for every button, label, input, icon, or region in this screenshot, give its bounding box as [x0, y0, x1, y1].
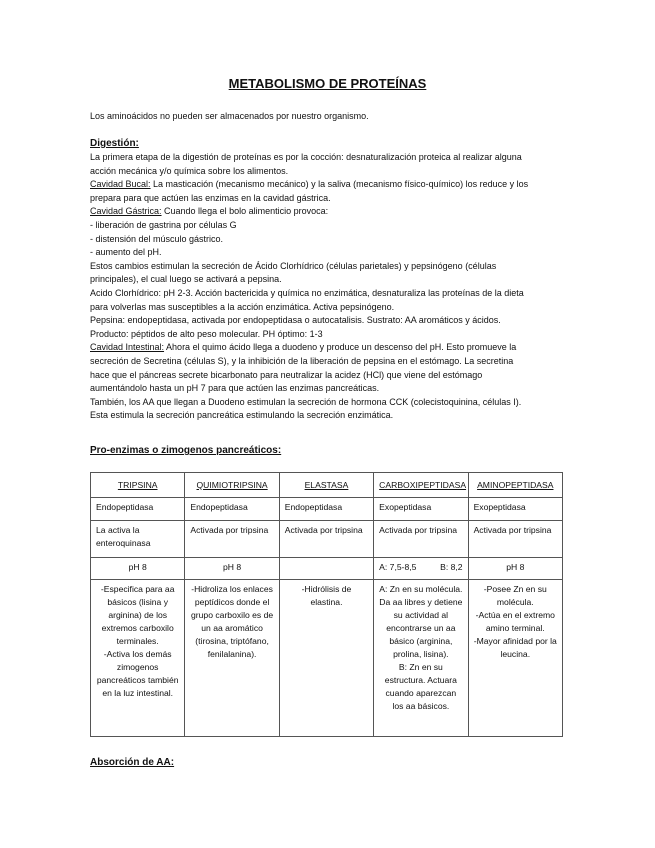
text-line	[90, 341, 565, 355]
text-line: aumentándolo hasta un pH 7 para que actúen las enzimas pancreáticas.	[90, 383, 380, 394]
col-header-aminopeptidasa: AMINOPEPTIDASA	[468, 473, 562, 498]
table-cell: Endopeptidasa	[279, 498, 373, 521]
table-cell: Activada por tripsina	[279, 521, 373, 558]
table-cell: La activa la enteroquinasa	[91, 521, 185, 558]
intro-paragraph: Los aminoácidos no pueden ser almacenados por nuestro organismo.	[90, 111, 369, 121]
text-line: Pepsina: endopeptidasa, activada por endopeptidasa o autocatalisis. Sustrato: AA aromáticos y ácidos.	[90, 315, 501, 326]
table-cell: -Posee Zn en su molécula. -Actúa en el extremo amino terminal. -Mayor afinidad por la leucina.	[468, 580, 562, 737]
table-cell: Exopeptidasa	[374, 498, 468, 521]
text-line: También, los AA que llegan a Duodeno estimulan la secreción de hormona CCK (colecistoquinina, células I).	[90, 396, 522, 407]
table-cell: pH 8	[468, 558, 562, 580]
text-line: Esta estimula la secreción pancreática estimulando la secreción enzimática.	[90, 410, 394, 421]
ph-value-b: B: 8,2	[440, 562, 463, 572]
table-cell: Activada por tripsina	[185, 521, 279, 558]
text-line: para volverlas mas susceptibles a la acción enzimática. Activa pepsinógeno.	[90, 301, 395, 312]
col-header-quimiotripsina: QUIMIOTRIPSINA	[185, 473, 279, 498]
table-cell: Activada por tripsina	[468, 521, 562, 558]
text-line: Estos cambios estimulan la secreción de Ácido Clorhídrico (células parietales) y pepsinógeno (células	[90, 260, 497, 271]
text-line: hace que el páncreas secrete bicarbonato para neutralizar la acidez (HCl) que viene del estómago	[90, 369, 483, 380]
text-line: principales), el cual luego se activará a pepsina.	[90, 274, 282, 285]
table-cell: -Hidroliza los enlaces peptídicos donde el grupo carboxilo es de un aa aromático (tirosina, triptófano, fenilalanina).	[185, 580, 279, 737]
table-row	[91, 498, 563, 521]
ph-pair	[379, 561, 462, 574]
text-fragment: Ahora el quimo ácido llega a duodeno y produce un descenso del pH. Esto promueve la	[164, 342, 517, 353]
table-row	[91, 521, 563, 558]
table-row	[91, 580, 563, 737]
text-line: acción mecánica y/o química sobre los alimentos.	[90, 165, 289, 176]
col-header-tripsina: TRIPSINA	[91, 473, 185, 498]
page-title: METABOLISMO DE PROTEÍNAS	[228, 76, 427, 91]
table-row	[91, 558, 563, 580]
proenzimas-heading: Pro-enzimas o zimogenos pancreáticos:	[90, 445, 282, 456]
text-line: prepara para que actúen las enzimas en la cavidad gástrica.	[90, 192, 331, 203]
bucal-label: Cavidad Bucal:	[90, 179, 151, 190]
text-line: Acido Clorhídrico: pH 2-3. Acción bactericida y química no enzimática, desnaturaliza las proteínas de la dieta	[90, 287, 524, 298]
text-line: - liberación de gastrina por células G	[90, 219, 237, 230]
table-cell	[279, 558, 373, 580]
gastrica-label: Cavidad Gástrica:	[90, 206, 162, 217]
table-cell: Endopeptidasa	[91, 498, 185, 521]
text-line: Producto: péptidos de alto peso molecular. PH óptimo: 1-3	[90, 328, 323, 339]
digestion-heading: Digestión:	[90, 138, 139, 149]
text-fragment: La masticación (mecanismo mecánico) y la saliva (mecanismo físico-químico) los reduce y los	[150, 179, 529, 190]
table-cell	[374, 558, 468, 580]
text-line: - distensión del músculo gástrico.	[90, 233, 224, 244]
zymogen-table	[90, 472, 563, 737]
text-line: secreción de Secretina (células S), y la inhibición de la liberación de pepsina en el estómago. La secretina	[90, 355, 514, 366]
table-cell: pH 8	[185, 558, 279, 580]
table-cell: A: Zn en su molécula. Da aa libres y detiene su actividad al encontrarse un aa básico (arginina, prolina, lisina). B: Zn en su estructura. Actuara cuando aparezcan los aa básicos.	[374, 580, 468, 737]
text-line: La primera etapa de la digestión de proteínas es por la cocción: desnaturalización proteica al realizar alguna	[90, 152, 522, 162]
col-header-carboxipeptidasa: CARBOXIPEPTIDASA	[374, 473, 468, 498]
text-fragment: Cuando llega el bolo alimenticio provoca:	[161, 206, 329, 217]
text-line	[90, 178, 565, 192]
text-line: - aumento del pH.	[90, 247, 162, 258]
table-cell: -Especifica para aa básicos (lisina y arginina) de los extremos carboxilo terminales. -Activa los demás zimogenos pancreáticos también en la luz intestinal.	[91, 580, 185, 737]
table-header-row	[91, 473, 563, 498]
intestinal-label: Cavidad Intestinal:	[90, 342, 165, 353]
table-cell: Exopeptidasa	[468, 498, 562, 521]
table-cell: -Hidrólisis de elastina.	[279, 580, 373, 737]
table-cell: Endopeptidasa	[185, 498, 279, 521]
table-cell: pH 8	[91, 558, 185, 580]
text-line	[90, 205, 565, 219]
table-cell: Activada por tripsina	[374, 521, 468, 558]
col-header-elastasa: ELASTASA	[279, 473, 373, 498]
absorcion-heading: Absorción de AA:	[90, 757, 175, 768]
digestion-body	[90, 151, 565, 423]
ph-value-a: A: 7,5-8,5	[379, 562, 417, 572]
